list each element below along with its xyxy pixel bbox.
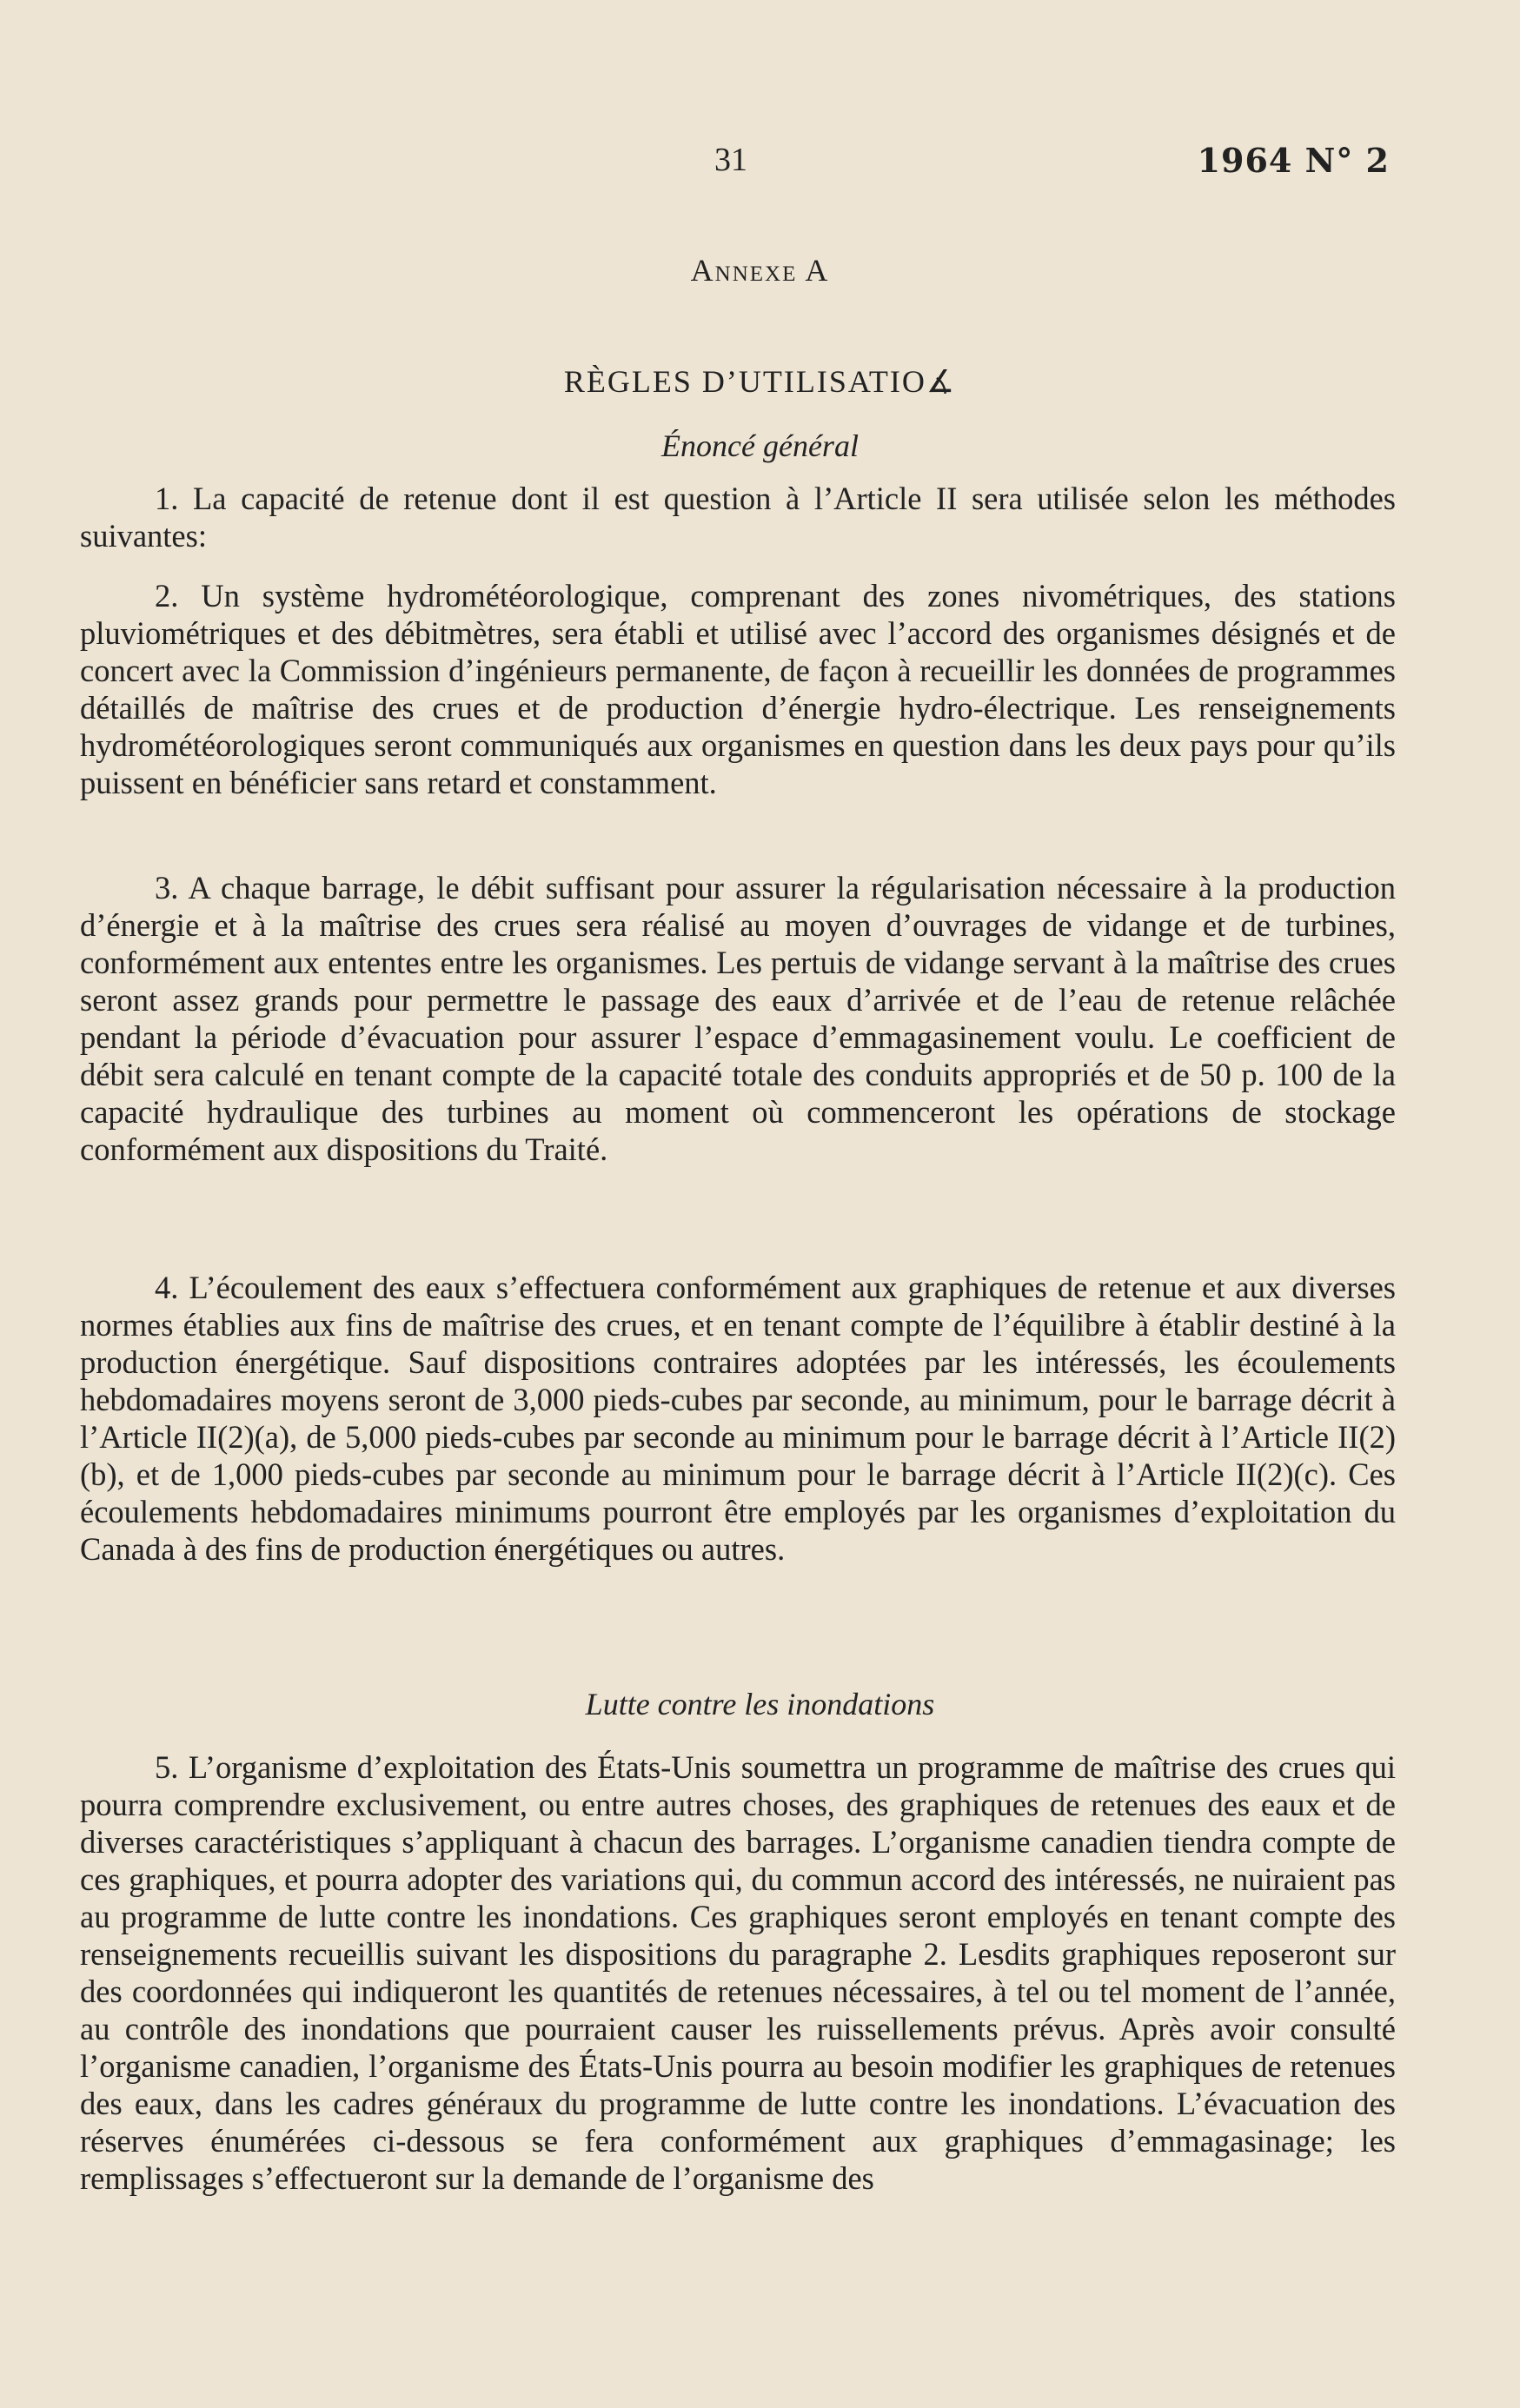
- paragraph-5: 5. L’organisme d’exploitation des États-Unis soumettra un programme de maîtrise des crues qui pourra comprendre exclusivement, ou entre autres choses, des graphiques de retenues des eaux et de diverses caractéristiques s’appliquant à chacun des barrages. L’organisme canadien tiendra compte de ces graphiques, et pourra adopter des variations qui, du commun accord des intéressés, ne nuiraient pas au programme de lutte contre les inondations. Ces graphiques seront employés en tenant compte des renseignements recueillis suivant les dispositions du paragraphe 2. Lesdits graphiques reposeront sur des coordonnées qui indiqueront les quantités de retenues nécessaires, à tel ou tel moment de l’année, au contrôle des inondations que pourraient causer les ruissellements prévus. Après avoir consulté l’organisme canadien, l’organisme des États-Unis pourra au besoin modifier les graphiques de retenues des eaux, dans les cadres généraux du programme de lutte contre les inondations. L’évacuation des réserves énumérées ci-dessous se fera conformément aux graphiques d’emmagasinage; les remplissages s’effectueront sur la demande de l’organisme des: [80, 1749, 1396, 2196]
- subheading-flood-control: Lutte contre les inondations: [585, 1687, 935, 1721]
- section-title: RÈGLES D’UTILISATIO∡: [563, 364, 957, 399]
- paragraph-3: 3. A chaque barrage, le débit suffisant pour assurer la régularisation nécessaire à la production d’énergie et à la maîtrise des crues sera réalisé au moyen d’ouvrages de vidange et de turbines, conformément aux ententes entre les organismes. Les pertuis de vidange servant à la maîtrise des crues seront assez grands pour permettre le passage des eaux d’arrivée et de l’eau de retenue relâchée pendant la période d’évacuation pour assurer l’espace d’emmagasinement voulu. Le coefficient de débit sera calculé en tenant compte de la capacité totale des conduits appropriés et de 50 p. 100 de la capacité hydraulique des turbines au moment où commenceront les opérations de stockage conformément aux dispositions du Traité.: [80, 870, 1396, 1167]
- paragraph-2: 2. Un système hydrométéorologique, comprenant des zones nivométriques, des stations pluviométriques et des débitmètres, sera établi et utilisé avec l’accord des organismes désignés et de concert avec la Commission d’ingénieurs permanente, de façon à recueillir les données de programmes détaillés de maîtrise des crues et de production d’énergie hydro-électrique. Les renseignements hydrométéorologiques seront communiqués aux organismes en question dans les deux pays pour qu’ils puissent en bénéficier sans retard et constamment.: [80, 578, 1396, 800]
- subheading-general: Énoncé général: [661, 428, 859, 463]
- document-reference: 1964 N° 2: [1197, 141, 1390, 180]
- paragraph-4: 4. L’écoulement des eaux s’effectuera conformément aux graphiques de retenue et aux diverses normes établies aux fins de maîtrise des crues, et en tenant compte de l’équilibre à établir destiné à la production énergétique. Sauf dispositions contraires adoptées par les intéressés, les écoulements hebdomadaires moyens seront de 3,000 pieds-cubes par seconde, au minimum, pour le barrage décrit à l’Article II(2)(a), de 5,000 pieds-cubes par seconde au minimum pour le barrage décrit à l’Article II(2)(b), et de 1,000 pieds-cubes par seconde au minimum pour le barrage décrit à l’Article II(2)(c). Ces écoulements hebdomadaires minimums pourront être employés par les organismes d’exploitation du Canada à des fins de production énergétiques ou autres.: [80, 1270, 1396, 1567]
- paragraph-1: 1. La capacité de retenue dont il est question à l’Article II sera utilisée selon les méthodes suivantes:: [80, 481, 1396, 554]
- page-number: 31: [714, 142, 747, 178]
- annex-title: Annexe A: [690, 253, 830, 288]
